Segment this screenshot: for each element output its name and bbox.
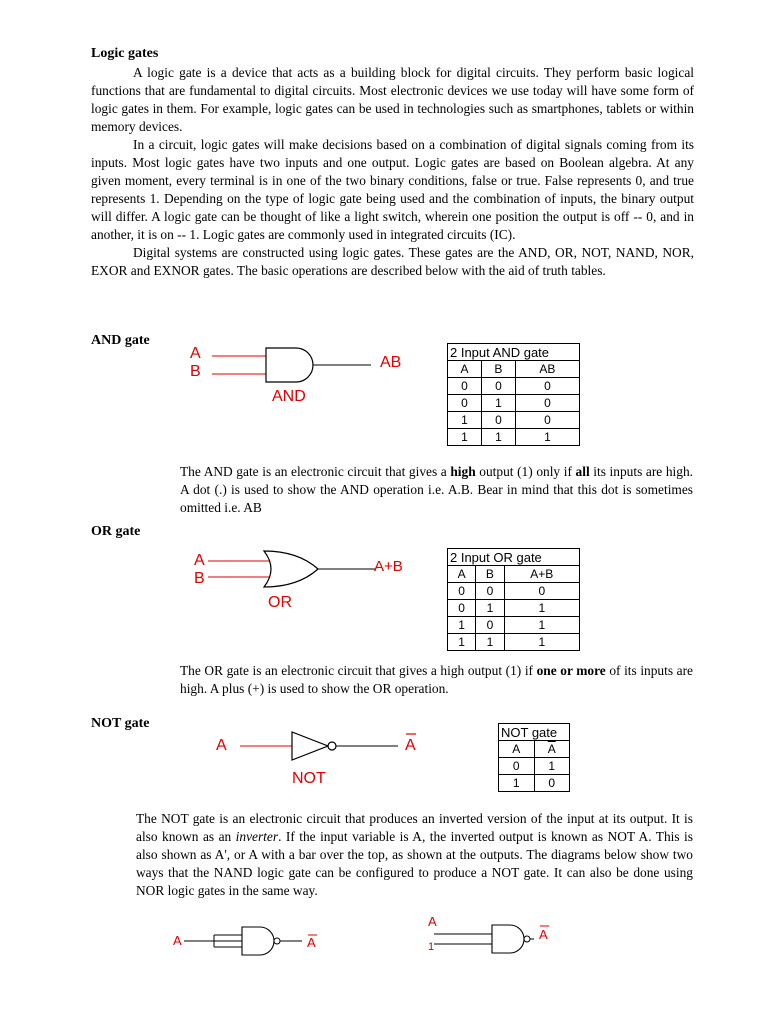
not-table-header: A [499,741,535,758]
table-cell: 1 [481,395,515,412]
intro-section [91,64,694,280]
table-cell: 0 [476,617,504,634]
table-cell: 1 [499,775,535,792]
table-cell: 1 [504,600,579,617]
or-desc-bold: one or more [536,663,606,678]
not-desc-text: . If the input variable is A, the inverted output is known as NOT A. This is also shown as A', or A with a bar over the top, as shown at the outputs. The diagrams below show two ways that the NAND logic gate can be configured to produce a NOT gate. It can also be done using NOR logic gates in the same way. [136,829,693,898]
and-desc-bold: high [450,464,476,479]
or-gate-description [180,662,693,698]
nand-left-gate-symbol [242,927,274,955]
not-bubble [328,742,336,750]
table-cell: 1 [448,617,476,634]
or-desc-text: of its inputs are high. A plus (+) is used to show the OR operation. [180,663,693,696]
nand-right-gate-symbol [492,925,524,953]
table-cell: 1 [448,634,476,651]
not-table-title: NOT gate [499,724,570,741]
and-output-label: AB [380,354,402,371]
and-table-header: A [448,361,482,378]
and-gate-symbol [266,348,313,382]
and-desc-text: output (1) only if [475,464,576,479]
and-table-header: B [481,361,515,378]
table-cell: 0 [504,583,579,600]
table-cell: 1 [481,429,515,446]
not-desc-italic: inverter [235,829,279,844]
nand-not-config-right [420,910,580,960]
table-row [499,775,570,792]
table-cell: 0 [515,395,579,412]
table-cell: 0 [515,412,579,429]
and-desc-bold: all [575,464,590,479]
table-cell: 1 [448,412,482,429]
and-gate-heading: AND gate [91,333,150,348]
not-output-label: A [405,737,416,754]
and-truth-table [447,343,580,446]
nand-left-bubble [274,938,280,944]
and-desc-text: its inputs are high. A dot (.) is used to show the AND operation i.e. A.B. Bear in mind that this dot is sometimes omitted i.e. AB [180,464,694,515]
table-row [448,634,580,651]
table-row [448,412,580,429]
or-table-header: A [448,566,476,583]
table-cell: 0 [448,395,482,412]
intro-paragraph-3: Digital systems are constructed using logic gates. These gates are the AND, OR, NOT, NAND, NOR, EXOR and EXNOR gates. The basic operations are described below with the aid of truth tables. [91,245,694,278]
table-row [448,600,580,617]
not-gate-label: NOT [292,770,326,787]
table-cell: 1 [476,634,504,651]
table-cell: 1 [448,429,482,446]
and-input-a-label: A [190,345,201,362]
table-cell: 0 [481,378,515,395]
nand-right-output-label: A [539,927,548,942]
or-table-header: B [476,566,504,583]
table-row [448,429,580,446]
or-table-title: 2 Input OR gate [448,549,580,566]
or-gate-label: OR [268,594,292,611]
not-table-header: $\overline{A}$ [534,741,570,758]
nand-left-input-label: A [173,933,182,948]
table-row [448,617,580,634]
not-truth-table [498,723,570,792]
table-cell: 1 [504,634,579,651]
or-desc-text: The OR gate is an electronic circuit that gives a high output (1) if [180,663,537,678]
and-table-header: AB [515,361,579,378]
not-desc-text: The NOT gate is an electronic circuit that produces an inverted version of the input at its output. It is also known as an [136,811,693,844]
or-gate-diagram [186,543,426,613]
table-cell: 1 [504,617,579,634]
table-cell: 0 [448,378,482,395]
page-title: Logic gates [91,46,159,61]
table-row [448,378,580,395]
not-gate-symbol [292,732,328,760]
table-row [448,395,580,412]
table-cell: 0 [481,412,515,429]
nand-right-input-a-label: A [428,914,437,929]
or-output-label: A+B [374,558,403,575]
not-input-label: A [216,737,227,754]
not-gate-diagram [210,722,430,792]
not-gate-heading: NOT gate [91,716,150,731]
table-cell: 1 [476,600,504,617]
table-row [448,583,580,600]
and-gate-description [180,463,693,517]
or-input-b-label: B [194,570,205,587]
or-truth-table [447,548,580,651]
and-gate-label: AND [272,388,306,405]
nand-not-config-left [170,915,330,960]
table-cell: 0 [515,378,579,395]
table-cell: 0 [476,583,504,600]
not-gate-description [136,810,693,900]
table-cell: 0 [534,775,570,792]
and-gate-diagram [186,340,426,410]
nand-left-output-label: A [307,935,316,950]
table-cell: 1 [515,429,579,446]
or-input-a-label: A [194,552,205,569]
table-cell: 0 [448,583,476,600]
or-gate-symbol [264,551,318,587]
or-gate-heading: OR gate [91,524,141,539]
or-table-header: A+B [504,566,579,583]
table-cell: 0 [448,600,476,617]
nand-right-bubble [524,936,530,942]
table-row [499,758,570,775]
nand-right-input-b-label: 1 [428,941,435,953]
intro-paragraph-1: A logic gate is a device that acts as a building block for digital circuits. They perform basic logical functions that are fundamental to digital circuits. Most electronic devices we use today will have some form of logic gates in them. For example, logic gates can be used in technologies such as smartphones, tablets or within memory devices. [91,65,694,134]
intro-paragraph-2: In a circuit, logic gates will make decisions based on a combination of digital signals coming from its inputs. Most logic gates have two inputs and one output. Logic gates are based on Boolean algebra. At any given moment, every terminal is in one of the two binary conditions, false or true. False represents 0, and true represents 1. Depending on the type of logic gate being used and the combination of inputs, the binary output will differ. A logic gate can be thought of like a light switch, wherein one position the output is off -- 0, and in another, it is on -- 1. Logic gates are commonly used in integrated circuits (IC). [91,137,694,242]
and-desc-text: The AND gate is an electronic circuit that gives a [180,464,451,479]
table-cell: 0 [499,758,535,775]
and-input-b-label: B [190,363,201,380]
table-cell: 1 [534,758,570,775]
and-table-title: 2 Input AND gate [448,344,580,361]
